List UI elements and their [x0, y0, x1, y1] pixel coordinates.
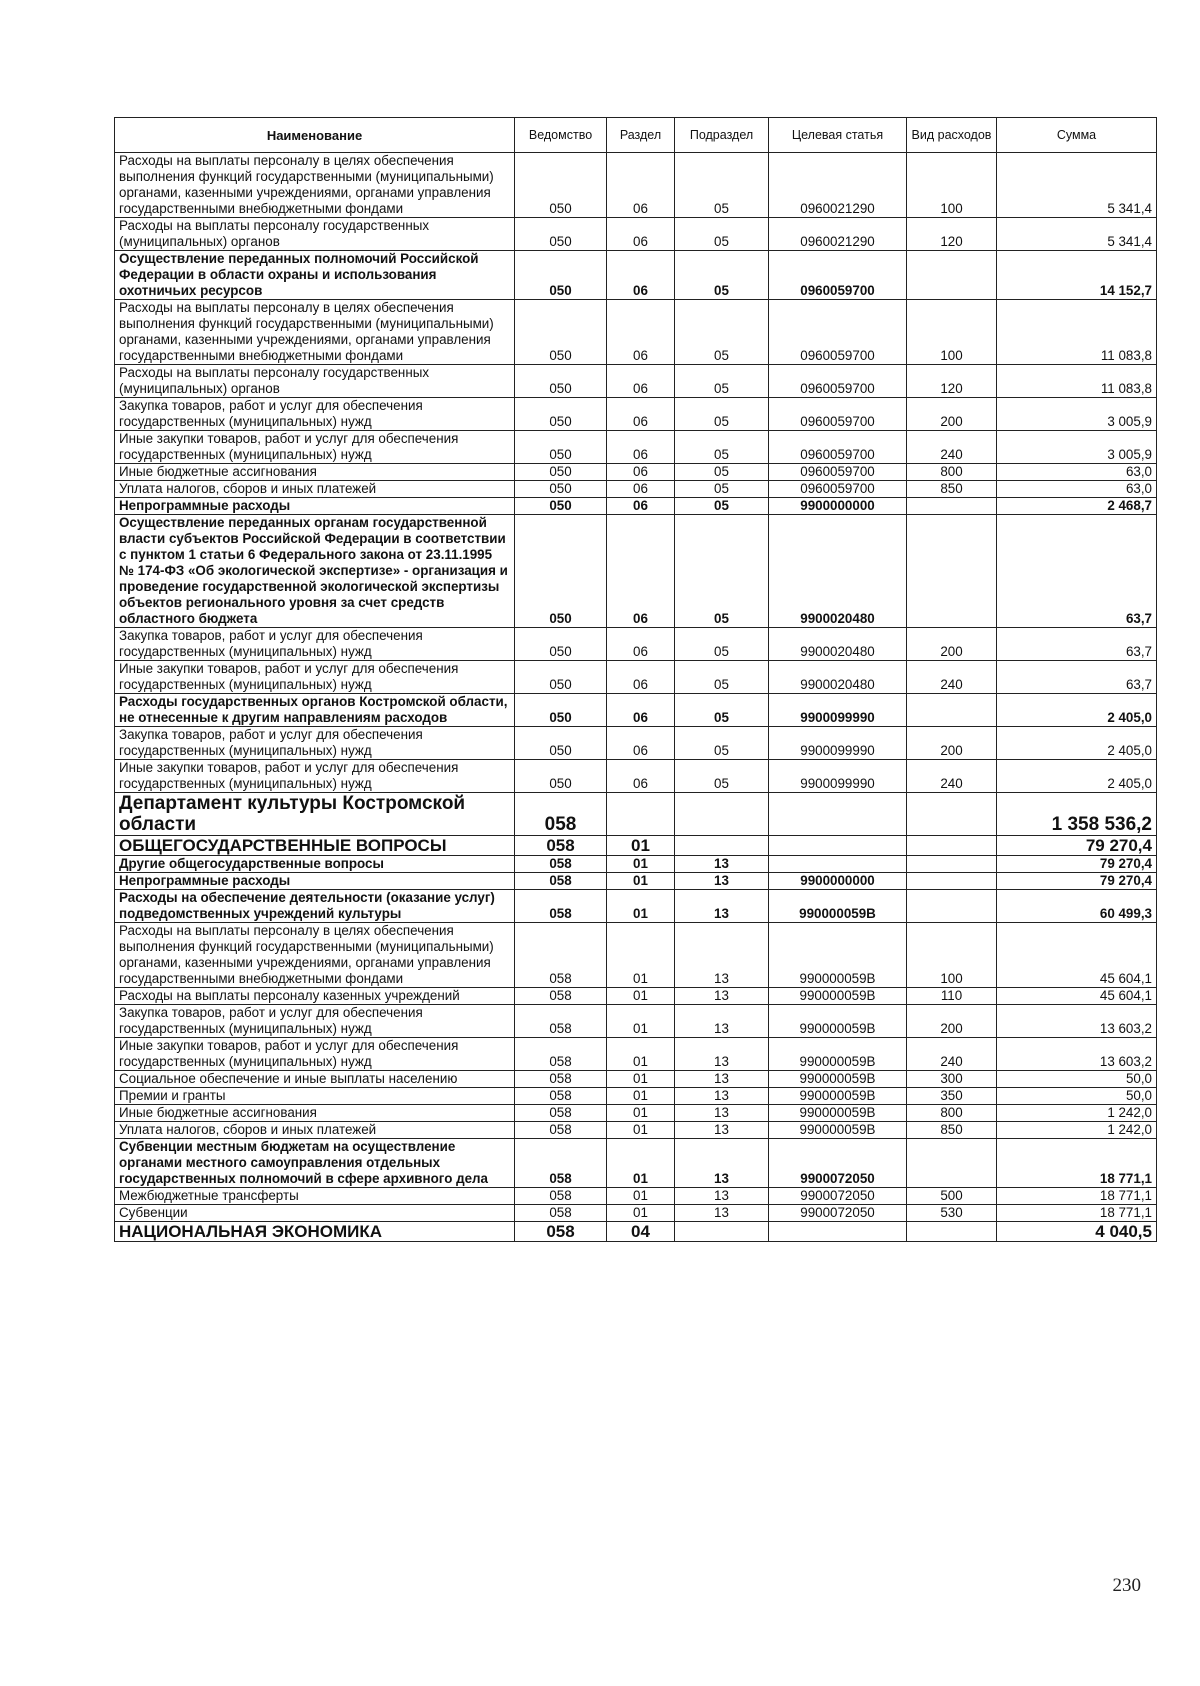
row-sum: 18 771,1 [997, 1139, 1157, 1188]
row-sum: 1 358 536,2 [997, 793, 1157, 836]
table-body [115, 153, 1157, 1242]
row-section: 01 [607, 856, 675, 873]
table-header-row [115, 118, 1157, 153]
table-row [115, 1071, 1157, 1088]
row-department: 058 [515, 890, 607, 923]
row-target-article: 9900020480 [769, 628, 907, 661]
row-department: 058 [515, 856, 607, 873]
row-subsection: 05 [675, 431, 769, 464]
row-subsection: 05 [675, 251, 769, 300]
row-name: Департамент культуры Костромской области [115, 793, 515, 836]
row-name: Межбюджетные трансферты [115, 1188, 515, 1205]
row-section: 06 [607, 431, 675, 464]
row-expense-type: 200 [907, 1005, 997, 1038]
header-sum: Сумма [997, 118, 1157, 153]
row-subsection: 13 [675, 1188, 769, 1205]
row-sum: 18 771,1 [997, 1205, 1157, 1222]
row-section: 06 [607, 153, 675, 218]
row-target-article: 990000059В [769, 890, 907, 923]
row-subsection: 05 [675, 481, 769, 498]
row-expense-type: 100 [907, 923, 997, 988]
row-name: Непрограммные расходы [115, 498, 515, 515]
table-row [115, 760, 1157, 793]
row-target-article: 9900072050 [769, 1205, 907, 1222]
table-row [115, 988, 1157, 1005]
row-subsection: 13 [675, 1038, 769, 1071]
row-section: 06 [607, 218, 675, 251]
table-row [115, 1105, 1157, 1122]
row-expense-type [907, 856, 997, 873]
row-subsection: 13 [675, 890, 769, 923]
row-expense-type: 100 [907, 300, 997, 365]
row-name: Иные закупки товаров, работ и услуг для обеспечения государственных (муниципальных) нужд [115, 1038, 515, 1071]
row-department: 058 [515, 988, 607, 1005]
table-row [115, 398, 1157, 431]
row-target-article: 990000059В [769, 923, 907, 988]
table-row [115, 153, 1157, 218]
row-subsection: 13 [675, 1005, 769, 1038]
row-subsection: 05 [675, 498, 769, 515]
row-expense-type: 240 [907, 431, 997, 464]
row-target-article: 0960021290 [769, 153, 907, 218]
header-section: Раздел [607, 118, 675, 153]
row-name: Расходы на выплаты персоналу казенных учреждений [115, 988, 515, 1005]
row-section: 06 [607, 661, 675, 694]
row-target-article: 9900000000 [769, 873, 907, 890]
row-expense-type [907, 873, 997, 890]
row-sum: 2 405,0 [997, 694, 1157, 727]
row-subsection: 05 [675, 694, 769, 727]
row-section: 06 [607, 464, 675, 481]
row-name: Иные закупки товаров, работ и услуг для обеспечения государственных (муниципальных) нужд [115, 661, 515, 694]
row-target-article: 990000059В [769, 1071, 907, 1088]
row-department: 050 [515, 300, 607, 365]
row-name: Уплата налогов, сборов и иных платежей [115, 1122, 515, 1139]
row-sum: 2 405,0 [997, 760, 1157, 793]
row-section: 01 [607, 1088, 675, 1105]
row-subsection: 13 [675, 1122, 769, 1139]
row-expense-type: 850 [907, 1122, 997, 1139]
row-expense-type [907, 793, 997, 836]
row-target-article: 990000059В [769, 1038, 907, 1071]
row-section: 06 [607, 498, 675, 515]
table-row [115, 1205, 1157, 1222]
row-target-article: 990000059В [769, 1005, 907, 1038]
row-target-article: 0960059700 [769, 464, 907, 481]
row-sum: 3 005,9 [997, 431, 1157, 464]
row-expense-type: 800 [907, 1105, 997, 1122]
row-name: Осуществление переданных полномочий Российской Федерации в области охраны и использования охотничьих ресурсов [115, 251, 515, 300]
row-department: 050 [515, 251, 607, 300]
row-section: 01 [607, 1038, 675, 1071]
row-subsection: 13 [675, 873, 769, 890]
row-sum: 11 083,8 [997, 300, 1157, 365]
row-target-article: 9900099990 [769, 727, 907, 760]
row-name: Осуществление переданных органам государственной власти субъектов Российской Федерации в соответствии с пунктом 1 статьи 6 Федерального закона от 23.11.1995 № 174-ФЗ «Об экологической экспертизе» - организация и проведение государственной экологической экспертизы объектов регионального уровня за счет средств областного бюджета [115, 515, 515, 628]
row-department: 050 [515, 398, 607, 431]
row-department: 050 [515, 515, 607, 628]
row-expense-type: 530 [907, 1205, 997, 1222]
table-row [115, 251, 1157, 300]
table-row [115, 856, 1157, 873]
row-name: Иные закупки товаров, работ и услуг для обеспечения государственных (муниципальных) нужд [115, 431, 515, 464]
row-expense-type: 350 [907, 1088, 997, 1105]
row-expense-type [907, 890, 997, 923]
row-target-article: 990000059В [769, 1088, 907, 1105]
row-target-article: 9900099990 [769, 694, 907, 727]
row-section: 06 [607, 760, 675, 793]
table-row [115, 923, 1157, 988]
row-subsection: 05 [675, 727, 769, 760]
table-row [115, 727, 1157, 760]
header-department: Ведомство [515, 118, 607, 153]
row-sum: 63,0 [997, 464, 1157, 481]
row-name: Другие общегосударственные вопросы [115, 856, 515, 873]
row-section: 06 [607, 398, 675, 431]
row-target-article: 0960021290 [769, 218, 907, 251]
budget-table [114, 117, 1157, 1242]
row-sum: 1 242,0 [997, 1105, 1157, 1122]
row-department: 050 [515, 464, 607, 481]
row-expense-type: 120 [907, 218, 997, 251]
row-department: 058 [515, 1005, 607, 1038]
row-name: Непрограммные расходы [115, 873, 515, 890]
row-section: 06 [607, 481, 675, 498]
row-sum: 79 270,4 [997, 856, 1157, 873]
row-section: 01 [607, 890, 675, 923]
row-name: Закупка товаров, работ и услуг для обеспечения государственных (муниципальных) нужд [115, 628, 515, 661]
row-expense-type: 110 [907, 988, 997, 1005]
row-sum: 50,0 [997, 1088, 1157, 1105]
row-name: Расходы государственных органов Костромской области, не отнесенные к другим направлениям расходов [115, 694, 515, 727]
row-subsection: 13 [675, 1105, 769, 1122]
row-target-article [769, 856, 907, 873]
row-department: 050 [515, 498, 607, 515]
row-subsection: 05 [675, 515, 769, 628]
row-department: 058 [515, 1122, 607, 1139]
row-expense-type [907, 694, 997, 727]
row-department: 058 [515, 1188, 607, 1205]
row-name: Расходы на выплаты персоналу в целях обеспечения выполнения функций государственными (муниципальными) органами, казенными учреждениями, органами управления государственными внебюджетными фондами [115, 300, 515, 365]
row-section [607, 793, 675, 836]
row-subsection: 05 [675, 760, 769, 793]
row-department: 050 [515, 153, 607, 218]
row-subsection: 05 [675, 300, 769, 365]
row-subsection: 05 [675, 628, 769, 661]
table-row [115, 300, 1157, 365]
row-sum: 1 242,0 [997, 1122, 1157, 1139]
table-row [115, 431, 1157, 464]
row-department: 050 [515, 431, 607, 464]
row-department: 050 [515, 628, 607, 661]
row-department: 050 [515, 694, 607, 727]
row-target-article: 0960059700 [769, 398, 907, 431]
row-section: 01 [607, 1205, 675, 1222]
row-sum: 13 603,2 [997, 1005, 1157, 1038]
row-sum: 3 005,9 [997, 398, 1157, 431]
table-row [115, 1005, 1157, 1038]
header-name: Наименование [115, 118, 515, 153]
row-sum: 13 603,2 [997, 1038, 1157, 1071]
row-target-article: 9900020480 [769, 515, 907, 628]
header-expense-type: Вид расходов [907, 118, 997, 153]
row-name: НАЦИОНАЛЬНАЯ ЭКОНОМИКА [115, 1222, 515, 1242]
row-section: 01 [607, 1122, 675, 1139]
row-subsection: 05 [675, 218, 769, 251]
row-sum: 5 341,4 [997, 218, 1157, 251]
row-department: 050 [515, 661, 607, 694]
row-expense-type: 240 [907, 1038, 997, 1071]
row-department: 050 [515, 760, 607, 793]
row-section: 01 [607, 836, 675, 856]
page-number: 230 [1112, 1575, 1141, 1596]
row-expense-type: 100 [907, 153, 997, 218]
row-name: Иные бюджетные ассигнования [115, 1105, 515, 1122]
table-row [115, 836, 1157, 856]
row-department: 058 [515, 1139, 607, 1188]
row-department: 058 [515, 1088, 607, 1105]
row-target-article [769, 1222, 907, 1242]
row-target-article [769, 836, 907, 856]
table-row [115, 1122, 1157, 1139]
row-sum: 50,0 [997, 1071, 1157, 1088]
row-subsection: 05 [675, 464, 769, 481]
row-subsection [675, 793, 769, 836]
row-section: 06 [607, 365, 675, 398]
row-expense-type: 300 [907, 1071, 997, 1088]
row-department: 058 [515, 873, 607, 890]
row-name: Закупка товаров, работ и услуг для обеспечения государственных (муниципальных) нужд [115, 398, 515, 431]
row-department: 058 [515, 836, 607, 856]
table-row [115, 218, 1157, 251]
row-section: 06 [607, 515, 675, 628]
row-name: Расходы на обеспечение деятельности (оказание услуг) подведомственных учреждений культуры [115, 890, 515, 923]
row-target-article: 990000059В [769, 1105, 907, 1122]
row-department: 058 [515, 1105, 607, 1122]
row-name: Закупка товаров, работ и услуг для обеспечения государственных (муниципальных) нужд [115, 1005, 515, 1038]
row-subsection: 05 [675, 365, 769, 398]
table-row [115, 628, 1157, 661]
row-department: 058 [515, 1222, 607, 1242]
header-target-article: Целевая статья [769, 118, 907, 153]
table-row [115, 890, 1157, 923]
row-target-article: 9900099990 [769, 760, 907, 793]
row-name: Иные закупки товаров, работ и услуг для обеспечения государственных (муниципальных) нужд [115, 760, 515, 793]
row-sum: 79 270,4 [997, 873, 1157, 890]
row-target-article: 0960059700 [769, 365, 907, 398]
table-row [115, 498, 1157, 515]
row-section: 06 [607, 727, 675, 760]
row-expense-type: 200 [907, 727, 997, 760]
row-expense-type [907, 251, 997, 300]
row-department: 050 [515, 481, 607, 498]
row-section: 01 [607, 1139, 675, 1188]
row-name: Расходы на выплаты персоналу в целях обеспечения выполнения функций государственными (муниципальными) органами, казенными учреждениями, органами управления государственными внебюджетными фондами [115, 153, 515, 218]
row-name: Премии и гранты [115, 1088, 515, 1105]
row-sum: 11 083,8 [997, 365, 1157, 398]
row-section: 06 [607, 251, 675, 300]
table-row [115, 515, 1157, 628]
row-target-article: 990000059В [769, 1122, 907, 1139]
header-subsection: Подраздел [675, 118, 769, 153]
row-department: 050 [515, 727, 607, 760]
row-expense-type [907, 836, 997, 856]
row-name: Субвенции [115, 1205, 515, 1222]
row-subsection: 13 [675, 923, 769, 988]
row-name: Закупка товаров, работ и услуг для обеспечения государственных (муниципальных) нужд [115, 727, 515, 760]
row-section: 01 [607, 988, 675, 1005]
row-target-article: 0960059700 [769, 251, 907, 300]
row-expense-type: 850 [907, 481, 997, 498]
row-sum: 60 499,3 [997, 890, 1157, 923]
row-subsection [675, 1222, 769, 1242]
row-target-article: 0960059700 [769, 481, 907, 498]
row-sum: 5 341,4 [997, 153, 1157, 218]
row-subsection: 13 [675, 1071, 769, 1088]
row-subsection: 05 [675, 398, 769, 431]
row-subsection: 13 [675, 988, 769, 1005]
row-section: 01 [607, 923, 675, 988]
row-subsection: 05 [675, 153, 769, 218]
row-section: 04 [607, 1222, 675, 1242]
row-sum: 63,7 [997, 515, 1157, 628]
row-sum: 45 604,1 [997, 923, 1157, 988]
row-expense-type [907, 1139, 997, 1188]
row-department: 058 [515, 1038, 607, 1071]
row-target-article: 9900072050 [769, 1188, 907, 1205]
table-row [115, 661, 1157, 694]
row-section: 06 [607, 628, 675, 661]
row-subsection: 13 [675, 1088, 769, 1105]
row-name: Расходы на выплаты персоналу в целях обеспечения выполнения функций государственными (муниципальными) органами, казенными учреждениями, органами управления государственными внебюджетными фондами [115, 923, 515, 988]
row-subsection: 05 [675, 661, 769, 694]
row-expense-type: 800 [907, 464, 997, 481]
row-section: 01 [607, 1188, 675, 1205]
table-row [115, 1088, 1157, 1105]
table-row [115, 873, 1157, 890]
row-department: 058 [515, 1205, 607, 1222]
row-department: 058 [515, 923, 607, 988]
table-row [115, 793, 1157, 836]
row-expense-type [907, 515, 997, 628]
row-sum: 2 405,0 [997, 727, 1157, 760]
row-section: 01 [607, 1005, 675, 1038]
row-expense-type: 240 [907, 760, 997, 793]
row-section: 06 [607, 694, 675, 727]
table-row [115, 464, 1157, 481]
row-name: Социальное обеспечение и иные выплаты населению [115, 1071, 515, 1088]
row-section: 01 [607, 1105, 675, 1122]
row-sum: 14 152,7 [997, 251, 1157, 300]
row-subsection: 13 [675, 856, 769, 873]
table-row [115, 1038, 1157, 1071]
row-name: Субвенции местным бюджетам на осуществление органами местного самоуправления отдельных государственных полномочий в сфере архивного дела [115, 1139, 515, 1188]
row-section: 06 [607, 300, 675, 365]
table-row [115, 365, 1157, 398]
row-sum: 2 468,7 [997, 498, 1157, 515]
row-sum: 45 604,1 [997, 988, 1157, 1005]
row-name: Уплата налогов, сборов и иных платежей [115, 481, 515, 498]
row-target-article: 0960059700 [769, 300, 907, 365]
row-department: 058 [515, 1071, 607, 1088]
row-expense-type [907, 498, 997, 515]
row-expense-type: 240 [907, 661, 997, 694]
row-expense-type: 200 [907, 398, 997, 431]
row-department: 050 [515, 218, 607, 251]
row-sum: 18 771,1 [997, 1188, 1157, 1205]
row-sum: 63,0 [997, 481, 1157, 498]
row-name: ОБЩЕГОСУДАРСТВЕННЫЕ ВОПРОСЫ [115, 836, 515, 856]
row-section: 01 [607, 1071, 675, 1088]
row-section: 01 [607, 873, 675, 890]
row-sum: 63,7 [997, 661, 1157, 694]
table-row [115, 1139, 1157, 1188]
row-expense-type: 120 [907, 365, 997, 398]
row-department: 050 [515, 365, 607, 398]
table-row [115, 694, 1157, 727]
row-expense-type [907, 1222, 997, 1242]
row-expense-type: 500 [907, 1188, 997, 1205]
row-name: Расходы на выплаты персоналу государственных (муниципальных) органов [115, 218, 515, 251]
table-row [115, 481, 1157, 498]
row-target-article: 990000059В [769, 988, 907, 1005]
row-subsection: 13 [675, 1139, 769, 1188]
row-target-article: 9900072050 [769, 1139, 907, 1188]
row-expense-type: 200 [907, 628, 997, 661]
row-name: Иные бюджетные ассигнования [115, 464, 515, 481]
row-target-article: 0960059700 [769, 431, 907, 464]
row-target-article [769, 793, 907, 836]
row-subsection: 13 [675, 1205, 769, 1222]
row-name: Расходы на выплаты персоналу государственных (муниципальных) органов [115, 365, 515, 398]
row-subsection [675, 836, 769, 856]
row-target-article: 9900020480 [769, 661, 907, 694]
row-sum: 4 040,5 [997, 1222, 1157, 1242]
table-row [115, 1222, 1157, 1242]
row-target-article: 9900000000 [769, 498, 907, 515]
row-department: 058 [515, 793, 607, 836]
row-sum: 79 270,4 [997, 836, 1157, 856]
table-row [115, 1188, 1157, 1205]
row-sum: 63,7 [997, 628, 1157, 661]
